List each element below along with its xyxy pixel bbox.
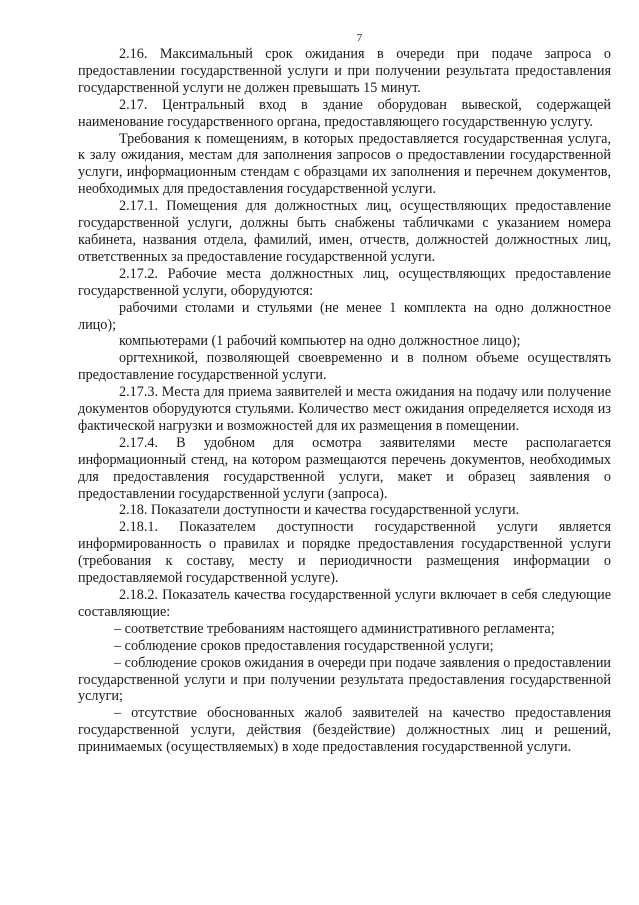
paragraph-2-17-4: 2.17.4. В удобном для осмотра заявителями месте располагается информационный стенд, на котором размещаются перечень документов, необходимых для предоставления государственной услуги, макет и образец заявления о предоставлении государственной услуги (запроса). <box>78 434 611 502</box>
paragraph-2-16: 2.16. Максимальный срок ожидания в очереди при подаче запроса о предоставлении государственной услуги и при получении результата предоставления государственной услуги не должен превышать 15 минут. <box>78 46 611 96</box>
page-number: 7 <box>356 32 363 44</box>
paragraph-office-equipment: оргтехникой, позволяющей своевременно и в полном объеме осуществлять предоставление государственной услуги. <box>78 350 611 384</box>
list-item-service-deadlines: – соблюдение сроков предоставления государственной услуги; <box>114 637 494 654</box>
list-item-queue-wait-times: – соблюдение сроков ожидания в очереди при подаче заявления о предоставлении государственной услуги и при получении результата предоставления государственной услуги; <box>78 654 611 705</box>
paragraph-premises-requirements: Требования к помещениям, в которых предоставляется государственная услуга, к залу ожидания, местам для заполнения запросов о предоставлении государственной услуги, информационным стендам с образцами их заполнения и перечнем документов, необходимых для предоставления государственной услуги. <box>78 130 611 198</box>
list-item-regulation-compliance: – соответствие требованиям настоящего административного регламента; <box>114 620 555 637</box>
paragraph-computers: компьютерами (1 рабочий компьютер на одно должностное лицо); <box>119 333 521 350</box>
paragraph-desks-chairs: рабочими столами и стульями (не менее 1 комплекта на одно должностное лицо); <box>78 299 611 333</box>
list-item-no-complaints: – отсутствие обоснованных жалоб заявителей на качество предоставления государственной услуги, действия (бездействие) должностных лиц и решений, принимаемых (осуществляемых) в ходе предоставления государственной услуги. <box>78 705 611 756</box>
paragraph-2-17-2: 2.17.2. Рабочие места должностных лиц, осуществляющих предоставление государственной услуги, оборудуются: <box>78 265 611 299</box>
document-body <box>78 46 611 756</box>
paragraph-2-17: 2.17. Центральный вход в здание оборудован вывеской, содержащей наименование государственного органа, предоставляющего государственную услугу. <box>78 96 611 130</box>
paragraph-2-18-2: 2.18.2. Показатель качества государственной услуги включает в себя следующие составляющие: <box>78 587 611 620</box>
paragraph-2-17-3: 2.17.3. Места для приема заявителей и места ожидания на подачу или получение документов оборудуются стульями. Количество мест ожидания определяется исходя из фактической нагрузки и возможностей для их размещения в помещении. <box>78 384 611 434</box>
paragraph-2-17-1: 2.17.1. Помещения для должностных лиц, осуществляющих предоставление государственной услуги, должны быть снабжены табличками с указанием номера кабинета, названия отдела, фамилий, имен, отчеств, должностей должностных лиц, ответственных за предоставление государственной услуги. <box>78 198 611 265</box>
paragraph-2-18: 2.18. Показатели доступности и качества государственной услуги. <box>119 502 520 519</box>
paragraph-2-18-1: 2.18.1. Показателем доступности государственной услуги является информированность о правилах и порядке предоставления государственной услуги (требования к составу, месту и периодичности размещения информации о предоставляемой государственной услуге). <box>78 519 611 587</box>
